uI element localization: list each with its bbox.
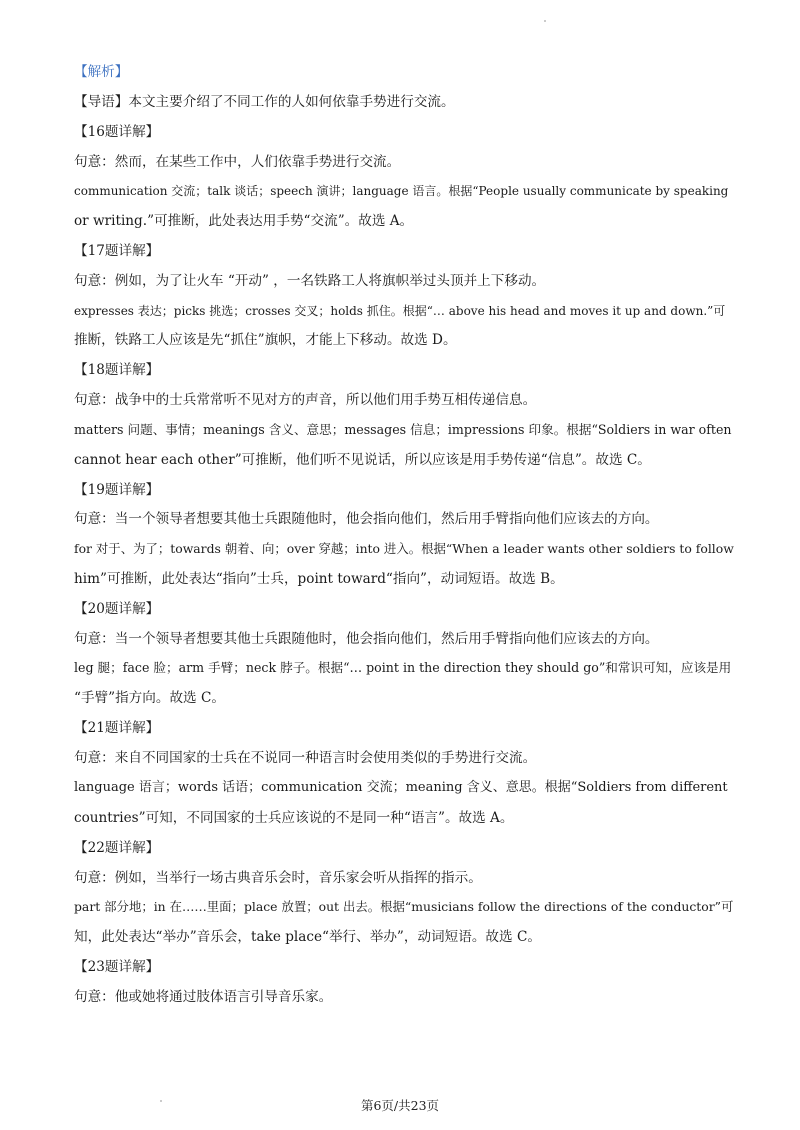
- explanation-line: “手臂”指方向。故选 C。: [74, 690, 225, 706]
- explanation-line: countries”可知，不同国家的士兵应该说的不是同一种“语言”。故选 A。: [74, 810, 514, 826]
- question-heading: 【21题详解】: [74, 720, 160, 736]
- explanation-line: or writing.”可推断，此处表达用手势“交流”。故选 A。: [74, 213, 414, 229]
- question-heading: 【22题详解】: [74, 840, 160, 856]
- sentence-meaning: 句意：来自不同国家的士兵在不说同一种语言时会使用类似的手势进行交流。: [74, 750, 537, 766]
- question-heading: 【23题详解】: [74, 959, 160, 975]
- explanation-line: 知，此处表达“举办”音乐会，take place“举行、举办”，动词短语。故选 C。: [74, 929, 541, 945]
- explanation-line: matters 问题、事情；meanings 含义、意思；messages 信息；impressions 印象。根据“Soldiers in war often: [74, 422, 732, 437]
- question-heading: 【16题详解】: [74, 124, 160, 140]
- explanation-line: cannot hear each other”可推断，他们听不见说话，所以应该是用手势传递“信息”。故选 C。: [74, 452, 651, 468]
- explanation-line: leg 腿；face 脸；arm 手臂；neck 脖子。根据“… point in the direction they should go”和常识可知，应该是用: [74, 660, 732, 675]
- explanation-line: language 语言；words 话语；communication 交流；meaning 含义、意思。根据“Soldiers from different: [74, 780, 728, 795]
- explanation-line: for 对于、为了；towards 朝着、向；over 穿越；into 进入。根据“When a leader wants other soldiers to follow: [74, 541, 734, 556]
- page-number: 第6页/共23页: [360, 1098, 440, 1113]
- scan-dot: [544, 20, 546, 22]
- explanation-line: expresses 表达；picks 挑选；crosses 交叉；holds 抓住。根据“… above his head and moves it up and down.”可: [74, 304, 726, 318]
- explanation-line: part 部分地；in 在……里面；place 放置；out 出去。根据“musicians follow the directions of the conductor”可: [74, 899, 734, 914]
- sentence-meaning: 句意：例如，当举行一场古典音乐会时，音乐家会听从指挥的指示。: [74, 870, 482, 886]
- sentence-meaning: 句意：然而，在某些工作中，人们依靠手势进行交流。: [74, 154, 401, 170]
- sentence-meaning: 句意：当一个领导者想要其他士兵跟随他时，他会指向他们，然后用手臂指向他们应该去的方向。: [74, 511, 659, 527]
- explanation-line: him”可推断，此处表达“指向”士兵，point toward“指向”，动词短语。故选 B。: [74, 571, 564, 587]
- explanation-line: communication 交流；talk 谈话；speech 演讲；language 语言。根据“People usually communicate by speaking: [74, 184, 729, 198]
- sentence-meaning: 句意：他或她将通过肢体语言引导音乐家。: [74, 989, 333, 1005]
- sentence-meaning: 句意：例如，为了让火车 “开动” ，一名铁路工人将旗帜举过头顶并上下移动。: [74, 273, 546, 289]
- question-heading: 【20题详解】: [74, 601, 160, 617]
- intro-line: 【导语】本文主要介绍了不同工作的人如何依靠手势进行交流。: [74, 94, 455, 110]
- analysis-label: 【解析】: [74, 64, 129, 80]
- question-heading: 【17题详解】: [74, 243, 160, 259]
- explanation-line: 推断，铁路工人应该是先“抓住”旗帜，才能上下移动。故选 D。: [74, 332, 457, 348]
- sentence-meaning: 句意：战争中的士兵常常听不见对方的声音，所以他们用手势互相传递信息。: [74, 392, 537, 408]
- question-heading: 【18题详解】: [74, 362, 160, 378]
- question-heading: 【19题详解】: [74, 482, 160, 498]
- sentence-meaning: 句意：当一个领导者想要其他士兵跟随他时，他会指向他们，然后用手臂指向他们应该去的方向。: [74, 631, 659, 647]
